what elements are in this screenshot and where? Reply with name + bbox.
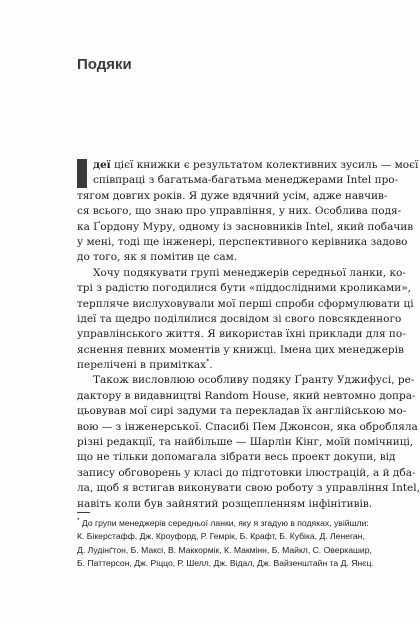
paragraph-line: терпляче вислуховували мої перші спроби сформулювати ці — [77, 297, 414, 310]
footnote — [77, 517, 374, 571]
footnote-line: * До групи менеджерів середньої ланки, яку я згадую в подяках, увійшли: — [77, 517, 369, 528]
paragraph-line: що не тільки допомагала зібрати весь проект докупи, від — [77, 451, 396, 464]
paragraph-line: тягом довгих років. Я дуже вдячний усім, адже навчив- — [77, 189, 388, 202]
paragraph-line: ідеї та щедро поділилися досвідом зі свого повсякденного — [77, 312, 402, 325]
paragraph-line: ся всього, що знаю про управління, у них. Особлива подя- — [77, 205, 402, 218]
footnote-line: Б. Паттерсон, Дж. Ріццо, Р. Шелл, Дж. Відал, Дж. Вайзенштайн та Д. Янєц. — [77, 558, 374, 569]
paragraph-line: деї цієї книжки є результатом колективних зусиль — моєї — [93, 159, 419, 171]
footnote-line: Д. Лудінґтон, Б. Максі, В. Маккормік, К. Макмінн, Б. Майкл, С. Оверкашир, — [77, 544, 372, 555]
paragraph-2 — [77, 266, 414, 374]
footnote-line: К. Бікерстафф, Дж. Кроуфорд, Р. Гемрік, Б. Крафт, Б. Кубіка, Д. Ленеган, — [77, 531, 365, 542]
paragraph-line: у мені, тоді ще інженері, перспективного керівника задово — [77, 235, 408, 248]
lead-word: деї — [93, 159, 111, 171]
paragraph-line: співпраці з багатьма-багатьма менеджерами Intel про- — [93, 174, 399, 187]
paragraph-line: ла, щоб я встигав виконувати свою роботу з управління Intel, — [77, 482, 420, 495]
paragraph-3 — [77, 373, 420, 512]
paragraph-line: Хочу подякувати групі менеджерів середньої ланки, ко- — [93, 266, 406, 279]
paragraph-line: вою — з інженерської. Спасибі Пем Джонсон, яка обробляла — [77, 420, 418, 433]
paragraph-line: різні редакції, та найбільше — Шарлін Кінг, моїй помічниці, — [77, 436, 414, 449]
paragraph-line: яснення певних моментів у книжці. Імена цих менеджерів — [77, 343, 404, 356]
paragraph-line: Також висловлюю особливу подяку Ґранту Уджифусі, ре- — [93, 374, 415, 387]
paragraph-line: ка Ґордону Муру, одному із засновників Intel, який побачив — [77, 220, 414, 233]
paragraph-1 — [77, 158, 419, 266]
page-title: Подяки — [77, 56, 132, 73]
paragraph-line: управлінського життя. Я використав їхні приклади для по- — [77, 328, 406, 341]
acknowledgements-body — [77, 158, 420, 512]
footnote-mark: * — [77, 517, 80, 525]
paragraph-line: цьовував мої сирі задуми та перекладав їх англійською мо- — [77, 405, 407, 418]
paragraph-line: навіть коли був зайнятий розщепленням інфінітивів. — [77, 497, 373, 510]
footnote-reference[interactable]: * — [206, 357, 210, 366]
paragraph-line: перелічені в примітках*. — [77, 357, 213, 372]
paragraph-line: до того, як я помітив це сам. — [77, 251, 238, 264]
footnote-separator — [77, 512, 90, 513]
paragraph-line: запису обговорень у класі до підготовки ілюстрацій, а й дба- — [77, 466, 416, 479]
paragraph-line: дактору в видавництві Random House, який невтомно допра- — [77, 389, 416, 402]
paragraph-line: трі з радістю погодилися бути «піддослідними кроликами», — [77, 282, 411, 295]
